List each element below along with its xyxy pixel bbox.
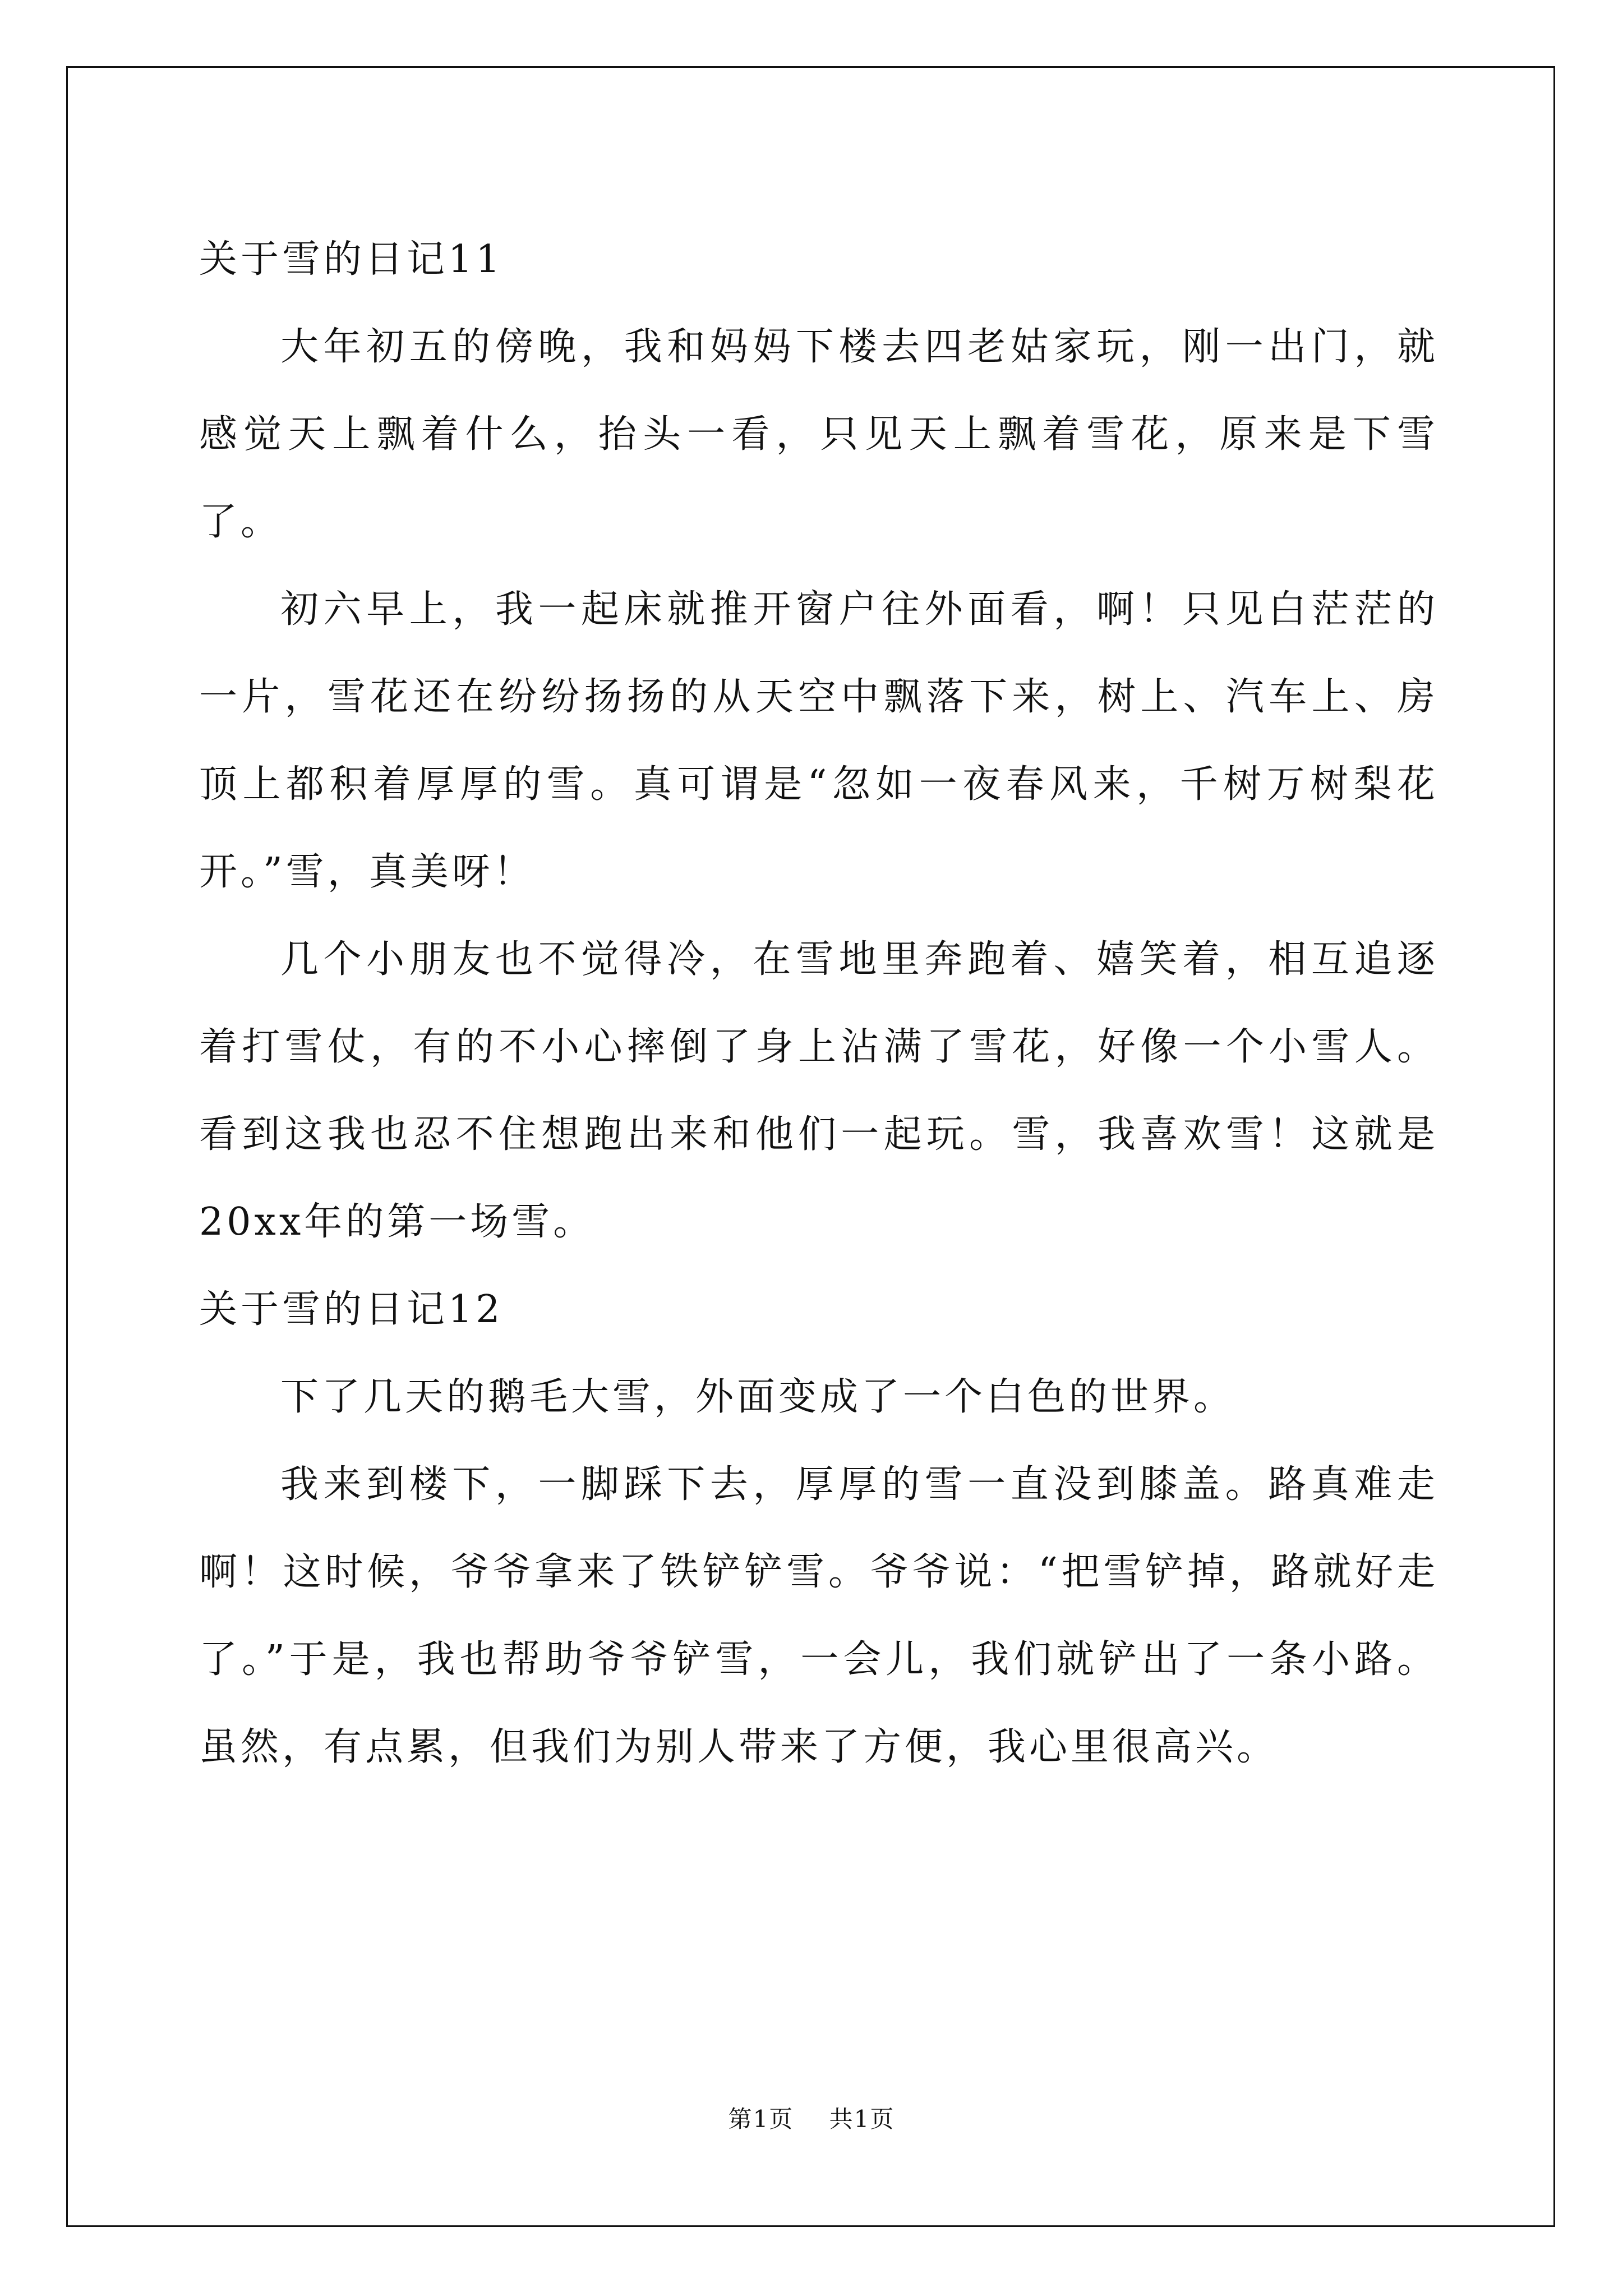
document-body <box>199 216 1438 1791</box>
paragraph: 初六早上，我一起床就推开窗户往外面看，啊！只见白茫茫的一片，雪花还在纷纷扬扬的从天空中飘落下来，树上、汽车上、房顶上都积着厚厚的雪。真可谓是“忽如一夜春风来，千树万树梨花开。”雪，真美呀！ <box>199 587 1438 894</box>
diary-entry-12 <box>199 1266 1438 1791</box>
entry-heading: 关于雪的日记11 <box>199 237 504 282</box>
diary-entry-11 <box>199 216 1438 1266</box>
paragraph: 几个小朋友也不觉得冷，在雪地里奔跑着、嬉笑着，相互追逐着打雪仗，有的不小心摔倒了身上沾满了雪花，好像一个小雪人。看到这我也忍不住想跑出来和他们一起玩。雪，我喜欢雪！这就是20xx年的第一场雪。 <box>199 937 1438 1244</box>
entry-heading: 关于雪的日记12 <box>199 1287 504 1332</box>
paragraph: 我来到楼下，一脚踩下去，厚厚的雪一直没到膝盖。路真难走啊！这时候，爷爷拿来了铁铲铲雪。爷爷说：“把雪铲掉，路就好走了。”于是，我也帮助爷爷铲雪，一会儿，我们就铲出了一条小路。虽然，有点累，但我们为别人带来了方便，我心里很高兴。 <box>199 1462 1438 1769</box>
page-number: 第1页 <box>728 2105 794 2133</box>
page-total: 共1页 <box>829 2105 895 2133</box>
paragraph: 下了几天的鹅毛大雪，外面变成了一个白色的世界。 <box>280 1375 1235 1419</box>
paragraph: 大年初五的傍晚，我和妈妈下楼去四老姑家玩，刚一出门，就感觉天上飘着什么，抬头一看，只见天上飘着雪花，原来是下雪了。 <box>199 325 1438 544</box>
page-footer <box>0 2101 1623 2134</box>
